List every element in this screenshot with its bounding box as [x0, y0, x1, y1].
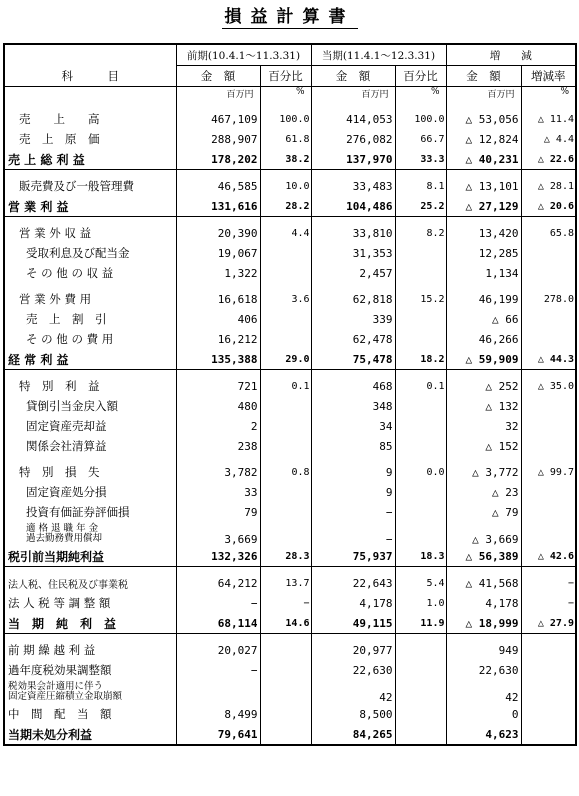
page-title: 損益計算書: [0, 2, 579, 27]
statement-row: [4, 349, 576, 370]
statement-row: [4, 309, 576, 329]
change-amount-cell: △ 53,056: [446, 109, 521, 129]
prev-amount-cell: 131,616: [176, 196, 260, 217]
prev-amount-cell: 288,907: [176, 129, 260, 149]
row-label: 売 上 原 価: [4, 129, 176, 149]
prev-pct-cell: [260, 329, 311, 349]
prev-period-header: 前期(10.4.1〜11.3.31): [176, 44, 311, 66]
statement-row: [4, 573, 576, 593]
curr-amount-cell: 22,630: [311, 660, 395, 680]
change-amount-cell: 949: [446, 640, 521, 660]
prev-pct-cell: 61.8: [260, 129, 311, 149]
curr-pct-cell: [395, 522, 446, 546]
curr-amount-cell: −: [311, 502, 395, 522]
row-label: 売 上 総 利 益: [4, 149, 176, 170]
unit-pct: %: [521, 87, 576, 110]
change-rate-cell: △ 44.3: [521, 349, 576, 370]
statement-row: [4, 129, 576, 149]
header-row-columns: [4, 66, 576, 87]
prev-amount-cell: 721: [176, 376, 260, 396]
change-rate-cell: −: [521, 593, 576, 613]
prev-pct-cell: [260, 309, 311, 329]
unit-row: [4, 87, 576, 110]
row-label: 固定資産処分損: [4, 482, 176, 502]
statement-row: [4, 376, 576, 396]
change-rate-cell: −: [521, 573, 576, 593]
curr-pct-cell: [395, 309, 446, 329]
row-label: 関係会社清算益: [4, 436, 176, 456]
change-rate-cell: [521, 329, 576, 349]
row-label: 経 常 利 益: [4, 349, 176, 370]
prev-pct-cell: 29.0: [260, 349, 311, 370]
row-label: 営 業 利 益: [4, 196, 176, 217]
row-label: 法人税、住民税及び事業税: [4, 573, 176, 593]
curr-amount-cell: 84,265: [311, 724, 395, 745]
change-rate-cell: [521, 416, 576, 436]
change-amount-cell: △ 132: [446, 396, 521, 416]
prev-amount-cell: 178,202: [176, 149, 260, 170]
statement-row: [4, 593, 576, 613]
curr-amount-cell: 339: [311, 309, 395, 329]
curr-pct-cell: 11.9: [395, 613, 446, 634]
header-row-periods: [4, 44, 576, 66]
change-rate-cell: [521, 502, 576, 522]
statement-row: [4, 416, 576, 436]
curr-pct-cell: 8.1: [395, 176, 446, 196]
prev-pct-cell: 10.0: [260, 176, 311, 196]
prev-pct-cell: [260, 640, 311, 660]
prev-amount-cell: 46,585: [176, 176, 260, 196]
change-rate-cell: △ 27.9: [521, 613, 576, 634]
prev-amount-cell: 406: [176, 309, 260, 329]
change-amount-cell: △ 41,568: [446, 573, 521, 593]
curr-pct-cell: [395, 416, 446, 436]
curr-pct-cell: 18.2: [395, 349, 446, 370]
prev-pct-cell: [260, 416, 311, 436]
curr-pct-cell: 18.3: [395, 546, 446, 567]
row-label: [4, 680, 176, 704]
change-amount-cell: △ 152: [446, 436, 521, 456]
prev-pct-cell: 14.6: [260, 613, 311, 634]
statement-row: [4, 546, 576, 567]
curr-amount-cell: 62,478: [311, 329, 395, 349]
change-amount-cell: 46,199: [446, 289, 521, 309]
change-amount-cell: △ 27,129: [446, 196, 521, 217]
change-amount-cell: △ 3,669: [446, 522, 521, 546]
row-label: そ の 他 の 費 用: [4, 329, 176, 349]
curr-pct-cell: [395, 482, 446, 502]
row-label: 貸倒引当金戻入額: [4, 396, 176, 416]
statement-row: [4, 263, 576, 283]
curr-pct-cell: [395, 680, 446, 704]
change-rate-cell: [521, 660, 576, 680]
statement-row: [4, 704, 576, 724]
curr-amount-cell: 9: [311, 462, 395, 482]
row-label: 販売費及び一般管理費: [4, 176, 176, 196]
prev-pct-cell: [260, 680, 311, 704]
curr-amount-cell: −: [311, 522, 395, 546]
row-label: 法 人 税 等 調 整 額: [4, 593, 176, 613]
change-amount-cell: △ 66: [446, 309, 521, 329]
prev-amount-cell: 16,618: [176, 289, 260, 309]
curr-amount-cell: 33,810: [311, 223, 395, 243]
curr-pct-cell: 8.2: [395, 223, 446, 243]
curr-amount-cell: 75,478: [311, 349, 395, 370]
statement-row: [4, 502, 576, 522]
prev-pct-cell: [260, 263, 311, 283]
row-label-line2: 固定資産圧縮積立金取崩額: [8, 691, 123, 702]
prev-pct-cell: [260, 724, 311, 745]
statement-row: [4, 109, 576, 129]
row-label: 受取利息及び配当金: [4, 243, 176, 263]
prev-amount-cell: 20,390: [176, 223, 260, 243]
statement-row: [4, 289, 576, 309]
statement-row: [4, 436, 576, 456]
prev-pct-cell: [260, 482, 311, 502]
change-rate-header: 増減率: [521, 66, 576, 87]
change-rate-cell: △ 4.4: [521, 129, 576, 149]
prev-amount-header: 金 額: [176, 66, 260, 87]
prev-amount-cell: 33: [176, 482, 260, 502]
row-label: 特 別 損 失: [4, 462, 176, 482]
curr-amount-cell: 4,178: [311, 593, 395, 613]
curr-amount-cell: 104,486: [311, 196, 395, 217]
change-rate-cell: [521, 243, 576, 263]
prev-amount-cell: 1,322: [176, 263, 260, 283]
prev-pct-cell: 3.6: [260, 289, 311, 309]
curr-pct-cell: [395, 704, 446, 724]
row-label: 固定資産売却益: [4, 416, 176, 436]
row-label-line1: 適 格 退 職 年 金: [26, 523, 99, 534]
prev-pct-cell: [260, 243, 311, 263]
curr-amount-cell: 137,970: [311, 149, 395, 170]
prev-pct-cell: [260, 522, 311, 546]
change-amount-cell: △ 40,231: [446, 149, 521, 170]
change-rate-cell: [521, 680, 576, 704]
change-amount-cell: 12,285: [446, 243, 521, 263]
change-amount-cell: △ 12,824: [446, 129, 521, 149]
curr-amount-cell: 75,937: [311, 546, 395, 567]
curr-amount-cell: 22,643: [311, 573, 395, 593]
statement-row: [4, 660, 576, 680]
change-rate-cell: [521, 724, 576, 745]
change-rate-cell: △ 42.6: [521, 546, 576, 567]
curr-pct-header: 百分比: [395, 66, 446, 87]
prev-pct-cell: [260, 704, 311, 724]
change-rate-cell: △ 35.0: [521, 376, 576, 396]
statement-row: [4, 329, 576, 349]
curr-pct-cell: [395, 640, 446, 660]
row-label: 過年度税効果調整額: [4, 660, 176, 680]
statement-row: [4, 223, 576, 243]
curr-amount-cell: 9: [311, 482, 395, 502]
change-amount-cell: △ 79: [446, 502, 521, 522]
change-rate-cell: [521, 640, 576, 660]
curr-amount-cell: 33,483: [311, 176, 395, 196]
prev-pct-cell: −: [260, 593, 311, 613]
statement-row: [4, 482, 576, 502]
curr-pct-cell: 5.4: [395, 573, 446, 593]
curr-pct-cell: [395, 502, 446, 522]
row-label: 中 間 配 当 額: [4, 704, 176, 724]
curr-amount-cell: 49,115: [311, 613, 395, 634]
row-label: 売 上 割 引: [4, 309, 176, 329]
change-amount-cell: △ 3,772: [446, 462, 521, 482]
change-amount-cell: △ 23: [446, 482, 521, 502]
prev-pct-cell: [260, 436, 311, 456]
statement-row: [4, 724, 576, 745]
statement-row: [4, 640, 576, 660]
row-label: 当期未処分利益: [4, 724, 176, 745]
change-rate-cell: △ 99.7: [521, 462, 576, 482]
change-rate-cell: △ 20.6: [521, 196, 576, 217]
change-amount-cell: 32: [446, 416, 521, 436]
prev-amount-cell: 79: [176, 502, 260, 522]
curr-pct-cell: 1.0: [395, 593, 446, 613]
curr-pct-cell: [395, 436, 446, 456]
change-amount-cell: 13,420: [446, 223, 521, 243]
statement-row: [4, 176, 576, 196]
change-amount-cell: 46,266: [446, 329, 521, 349]
prev-amount-cell: 19,067: [176, 243, 260, 263]
change-rate-cell: △ 11.4: [521, 109, 576, 129]
curr-amount-cell: 468: [311, 376, 395, 396]
curr-pct-cell: [395, 263, 446, 283]
unit-amount: 百万円: [446, 87, 521, 110]
change-amount-cell: △ 252: [446, 376, 521, 396]
change-amount-cell: 42: [446, 680, 521, 704]
prev-amount-cell: 3,782: [176, 462, 260, 482]
prev-amount-cell: −: [176, 593, 260, 613]
curr-amount-cell: 31,353: [311, 243, 395, 263]
curr-amount-cell: 2,457: [311, 263, 395, 283]
prev-amount-cell: 135,388: [176, 349, 260, 370]
unit-amount: 百万円: [311, 87, 395, 110]
change-rate-cell: [521, 436, 576, 456]
curr-amount-cell: 62,818: [311, 289, 395, 309]
curr-pct-cell: 15.2: [395, 289, 446, 309]
row-label: 特 別 利 益: [4, 376, 176, 396]
prev-pct-cell: 38.2: [260, 149, 311, 170]
prev-amount-cell: −: [176, 660, 260, 680]
prev-amount-cell: 8,499: [176, 704, 260, 724]
row-label: 前 期 繰 越 利 益: [4, 640, 176, 660]
curr-pct-cell: 100.0: [395, 109, 446, 129]
curr-amount-header: 金 額: [311, 66, 395, 87]
unit-pct: %: [260, 87, 311, 110]
unit-amount: 百万円: [176, 87, 260, 110]
change-amount-cell: 0: [446, 704, 521, 724]
change-rate-cell: △ 22.6: [521, 149, 576, 170]
prev-pct-cell: 4.4: [260, 223, 311, 243]
curr-pct-cell: 66.7: [395, 129, 446, 149]
curr-pct-cell: [395, 243, 446, 263]
curr-period-header: 当期(11.4.1〜12.3.31): [311, 44, 446, 66]
prev-amount-cell: 467,109: [176, 109, 260, 129]
change-amount-cell: △ 56,389: [446, 546, 521, 567]
row-label: 投資有価証券評価損: [4, 502, 176, 522]
row-label-line1: 税効果会計適用に伴う: [8, 681, 104, 692]
row-label: [4, 522, 176, 546]
curr-amount-cell: 34: [311, 416, 395, 436]
prev-amount-cell: 480: [176, 396, 260, 416]
prev-amount-cell: 68,114: [176, 613, 260, 634]
row-label: 営 業 外 収 益: [4, 223, 176, 243]
prev-amount-cell: 2: [176, 416, 260, 436]
prev-pct-cell: [260, 396, 311, 416]
prev-pct-cell: 28.3: [260, 546, 311, 567]
change-amount-cell: △ 59,909: [446, 349, 521, 370]
row-label: 税引前当期純利益: [4, 546, 176, 567]
prev-pct-cell: 13.7: [260, 573, 311, 593]
unit-pct: %: [395, 87, 446, 110]
curr-pct-cell: [395, 396, 446, 416]
statement-row: [4, 396, 576, 416]
curr-pct-cell: [395, 724, 446, 745]
statement-row: [4, 243, 576, 263]
curr-pct-cell: 33.3: [395, 149, 446, 170]
statement-row: [4, 680, 576, 704]
prev-pct-cell: 0.1: [260, 376, 311, 396]
prev-amount-cell: [176, 680, 260, 704]
change-amount-cell: 22,630: [446, 660, 521, 680]
row-label: 営 業 外 費 用: [4, 289, 176, 309]
curr-pct-cell: 0.1: [395, 376, 446, 396]
curr-pct-cell: [395, 329, 446, 349]
curr-amount-cell: 348: [311, 396, 395, 416]
change-amount-cell: 1,134: [446, 263, 521, 283]
prev-amount-cell: 16,212: [176, 329, 260, 349]
prev-amount-cell: 79,641: [176, 724, 260, 745]
change-amount-cell: 4,623: [446, 724, 521, 745]
row-label: 売 上 高: [4, 109, 176, 129]
curr-amount-cell: 20,977: [311, 640, 395, 660]
prev-amount-cell: 132,326: [176, 546, 260, 567]
change-rate-cell: [521, 263, 576, 283]
change-amount-cell: △ 18,999: [446, 613, 521, 634]
change-amount-cell: △ 13,101: [446, 176, 521, 196]
prev-pct-cell: 0.8: [260, 462, 311, 482]
change-rate-cell: △ 28.1: [521, 176, 576, 196]
prev-amount-cell: 20,027: [176, 640, 260, 660]
income-statement-table: [3, 43, 577, 746]
change-rate-cell: [521, 482, 576, 502]
curr-amount-cell: 8,500: [311, 704, 395, 724]
row-label: そ の 他 の 収 益: [4, 263, 176, 283]
change-rate-cell: 65.8: [521, 223, 576, 243]
prev-pct-cell: [260, 502, 311, 522]
prev-pct-cell: [260, 660, 311, 680]
curr-amount-cell: 414,053: [311, 109, 395, 129]
curr-pct-cell: [395, 660, 446, 680]
change-amount-cell: 4,178: [446, 593, 521, 613]
statement-row: [4, 462, 576, 482]
prev-amount-cell: 64,212: [176, 573, 260, 593]
subject-header: 科 目: [4, 66, 176, 87]
curr-amount-cell: 85: [311, 436, 395, 456]
prev-pct-cell: 28.2: [260, 196, 311, 217]
statement-row: [4, 196, 576, 217]
change-header: 増 減: [446, 44, 576, 66]
statement-row: [4, 522, 576, 546]
curr-pct-cell: 25.2: [395, 196, 446, 217]
change-rate-cell: [521, 309, 576, 329]
prev-amount-cell: 238: [176, 436, 260, 456]
row-label: 当 期 純 利 益: [4, 613, 176, 634]
row-label-line2: 過去勤務費用償却: [26, 533, 103, 544]
curr-amount-cell: 276,082: [311, 129, 395, 149]
statement-row: [4, 149, 576, 170]
change-rate-cell: [521, 704, 576, 724]
curr-amount-cell: 42: [311, 680, 395, 704]
curr-pct-cell: 0.0: [395, 462, 446, 482]
statement-row: [4, 613, 576, 634]
prev-amount-cell: 3,669: [176, 522, 260, 546]
prev-pct-cell: 100.0: [260, 109, 311, 129]
change-rate-cell: [521, 522, 576, 546]
change-rate-cell: [521, 396, 576, 416]
prev-pct-header: 百分比: [260, 66, 311, 87]
change-rate-cell: 278.0: [521, 289, 576, 309]
change-amount-header: 金 額: [446, 66, 521, 87]
